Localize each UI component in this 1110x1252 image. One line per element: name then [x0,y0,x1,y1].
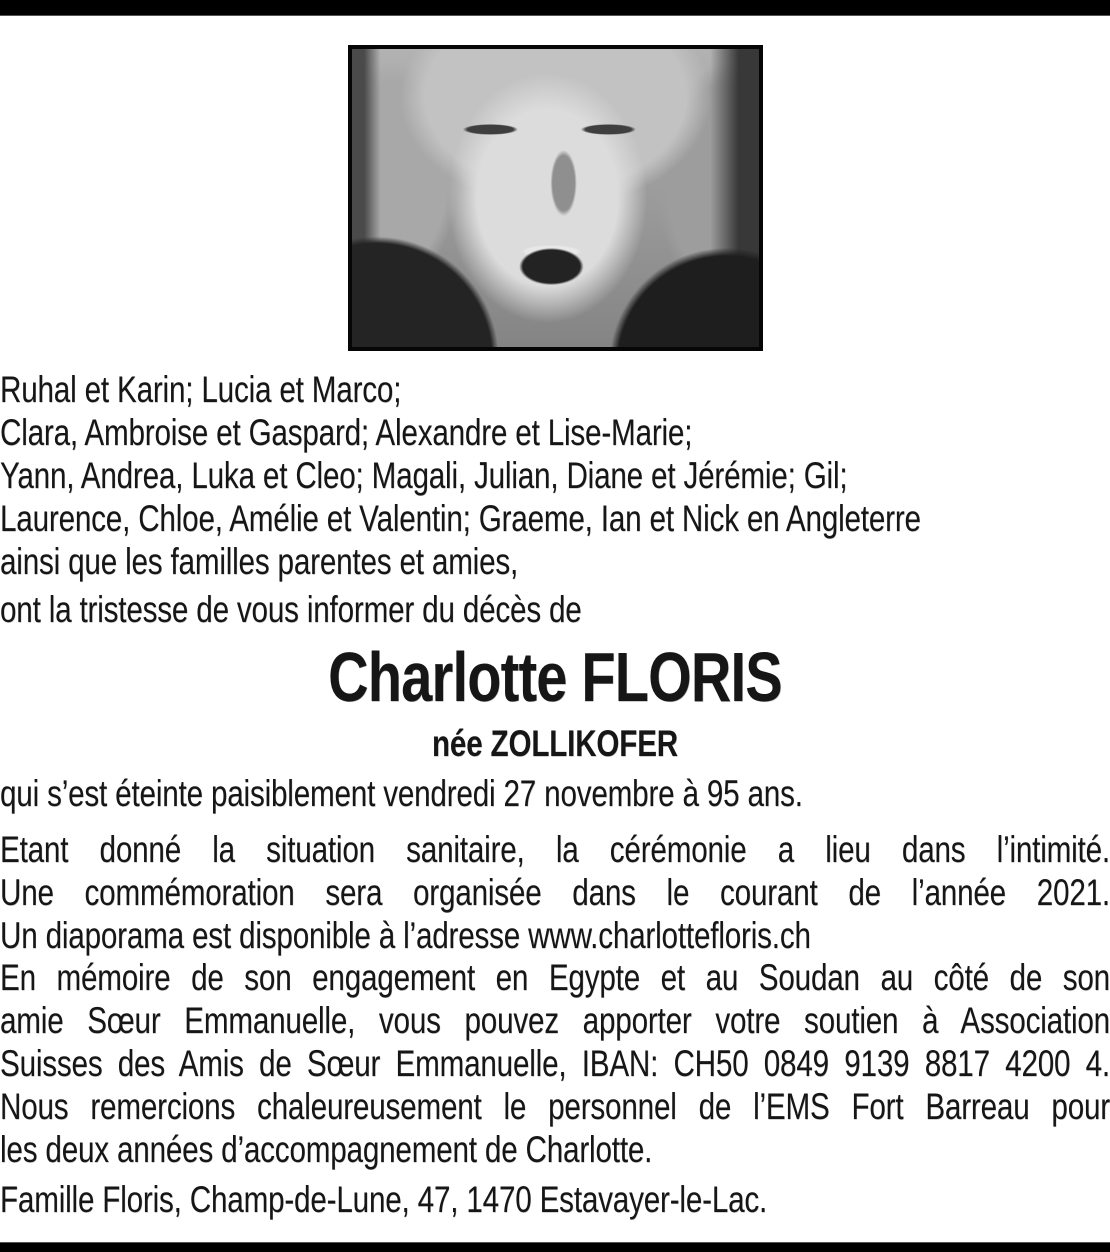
family-names-paragraph [0,368,1110,583]
bottom-rule [0,1243,1110,1252]
family-signature-line: Famille Floris, Champ-de-Lune, 47, 1470 Estavayer-le-Lac. [0,1179,768,1220]
death-announcement-paragraph [0,772,1110,815]
memorial-line: amie Sœur Emmanuelle, vous pouvez apporter votre soutien à Association [0,1000,1110,1041]
memorial-paragraph [0,956,1110,1171]
family-signature-paragraph [0,1178,1110,1221]
family-line: Clara, Ambroise et Gaspard; Alexandre et Lise-Marie; [0,412,693,453]
memorial-line: les deux années d’accompagnement de Charlotte. [0,1129,653,1170]
memorial-line: Nous remercions chaleureusement le personnel de l’EMS Fort Barreau pour [0,1086,1110,1127]
death-announcement-line: qui s’est éteinte paisiblement vendredi 27 novembre à 95 ans. [0,773,803,814]
maiden-name-subheading: née ZOLLIKOFER [431,723,678,764]
family-line: Laurence, Chloe, Amélie et Valentin; Graeme, Ian et Nick en Angleterre [0,498,921,539]
ceremony-line: Etant donné la situation sanitaire, la cérémonie a lieu dans l’intimité. [0,829,1110,870]
memorial-line: En mémoire de son engagement en Egypte et au Soudan au côté de son [0,957,1110,998]
intro-paragraph [0,588,1110,631]
family-line: ainsi que les familles parentes et amies, [0,541,519,582]
family-line: Yann, Andrea, Luka et Cleo; Magali, Julian, Diane et Jérémie; Gil; [0,455,848,496]
ceremony-line: Un diaporama est disponible à l’adresse www.charlottefloris.ch [0,915,811,956]
memorial-line: Suisses des Amis de Sœur Emmanuelle, IBAN: CH50 0849 9139 8817 4200 4. [0,1043,1110,1084]
intro-line: ont la tristesse de vous informer du décès de [0,589,582,630]
ceremony-line: Une commémoration sera organisée dans le courant de l’année 2021. [0,872,1110,913]
ceremony-paragraph [0,828,1110,957]
deceased-name-heading: Charlotte FLORIS [328,638,782,716]
family-line: Ruhal et Karin; Lucia et Marco; [0,369,402,410]
